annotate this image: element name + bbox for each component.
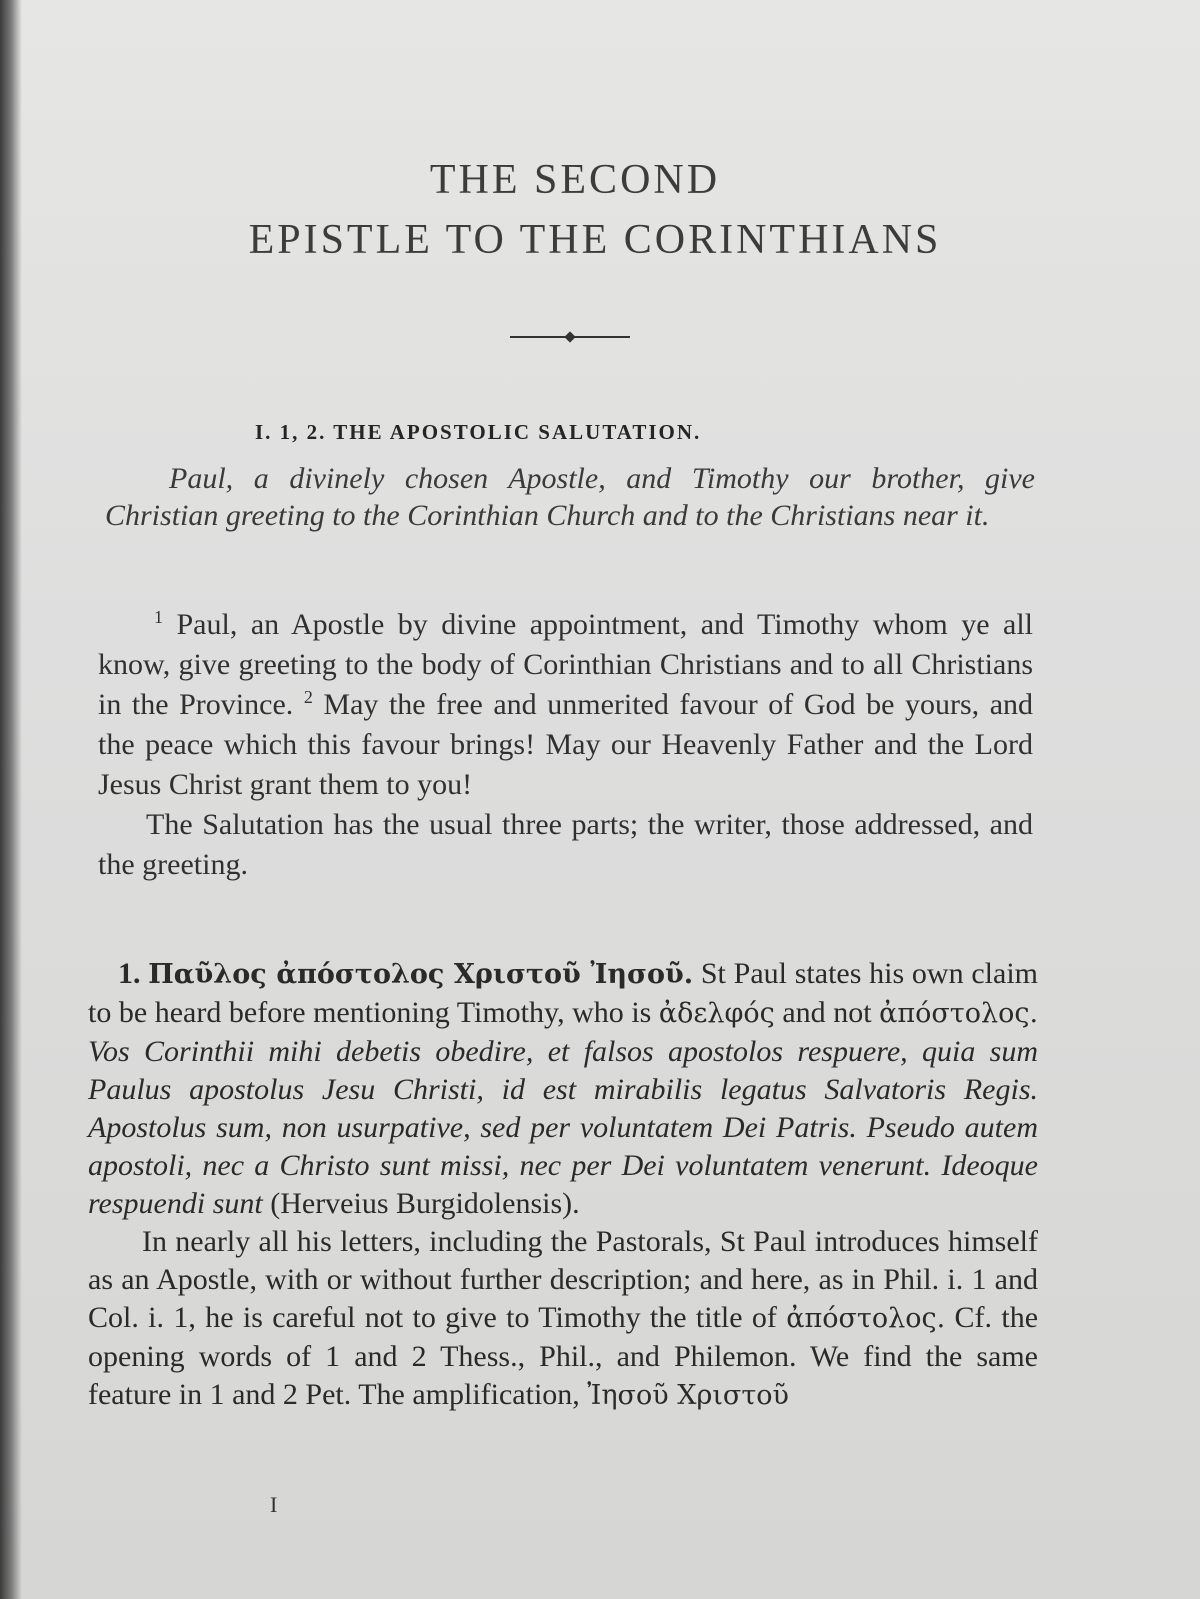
commentary-text: Cf. the opening words of 1 and 2 Thess., Phil., and Philemon. We find the same feature in 1 and 2 Pet. The amplification, xyxy=(88,1301,1039,1411)
title-line-1: THE SECOND xyxy=(429,157,721,203)
spine-shadow xyxy=(0,0,22,1599)
text-block xyxy=(80,0,1050,1599)
section-heading: I. 1, 2. THE APOSTOLIC SALUTATION. xyxy=(255,420,702,444)
commentary-paragraph xyxy=(88,955,1038,1223)
greek-word: Ἰησοῦ Χριστοῦ xyxy=(587,1380,789,1411)
ornament-divider xyxy=(510,334,630,340)
commentary-text: and not xyxy=(782,996,872,1029)
commentary-block xyxy=(88,955,1038,1415)
title-line-2: EPISTLE TO THE CORINTHIANS xyxy=(248,217,942,263)
paraphrase-block xyxy=(98,605,1033,885)
commentary-paragraph xyxy=(88,1223,1038,1415)
greek-word: ἀπόστολος. xyxy=(879,998,1039,1029)
latin-quotation: Vos Corinthii mihi debetis obedire, et falsos apostolos respuere, quia sum Paulus apostolus Jesu Christi, id est mirabilis legatus Salvatoris Regis. Apostolus sum, non usurpative, sed per voluntatem Dei Patris. Pseudo autem apostoli, nec a Christo sunt missi, nec per Dei voluntatem venerunt. Ideoque respuendi sunt xyxy=(88,1035,1038,1220)
greek-word: ἀπόστολος. xyxy=(786,1303,946,1334)
verse-number: 1 xyxy=(154,607,163,627)
diamond-ornament-icon xyxy=(564,331,575,342)
lemma-number: 1. xyxy=(118,957,141,990)
page-title xyxy=(80,150,1070,270)
folio-number: I xyxy=(270,1492,278,1517)
section-summary: Paul, a divinely chosen Apostle, and Timothy our brother, give Christian greeting to the Corinthian Church and to the Christians near it. xyxy=(105,462,1035,532)
quotation-source: (Herveius Burgidolensis). xyxy=(270,1187,580,1220)
commentary-text: St Paul states his own claim to be heard before mentioning Timothy, who is xyxy=(88,957,1038,1029)
paraphrase-paragraph xyxy=(98,605,1033,805)
verse-number: 2 xyxy=(303,687,313,707)
commentary-text: In nearly all his letters, including the Pastorals, St Paul introduces himself as an Apostle, with or without further description; and here, as in Phil. i. 1 and Col. i. 1, he is careful not to give to Timothy the title of xyxy=(88,1225,1038,1334)
verse-text: May the free and unmerited favour of God be yours, and the peace which this favour brings! May our Heavenly Father and the Lord Jesus Christ grant them to you! xyxy=(98,688,1034,801)
lemma-greek: Παῦλος ἀπόστολος Χριστοῦ Ἰησοῦ. xyxy=(148,959,694,990)
paraphrase-note: The Salutation has the usual three parts; the writer, those addressed, and the greeting. xyxy=(98,808,1033,881)
greek-word: ἀδελφός xyxy=(658,998,775,1029)
verse-text: Paul, an Apostle by divine appointment, and Timothy whom ye all know, give greeting to the body of Corinthian Christians and to all Christians in the Province. xyxy=(98,608,1033,721)
